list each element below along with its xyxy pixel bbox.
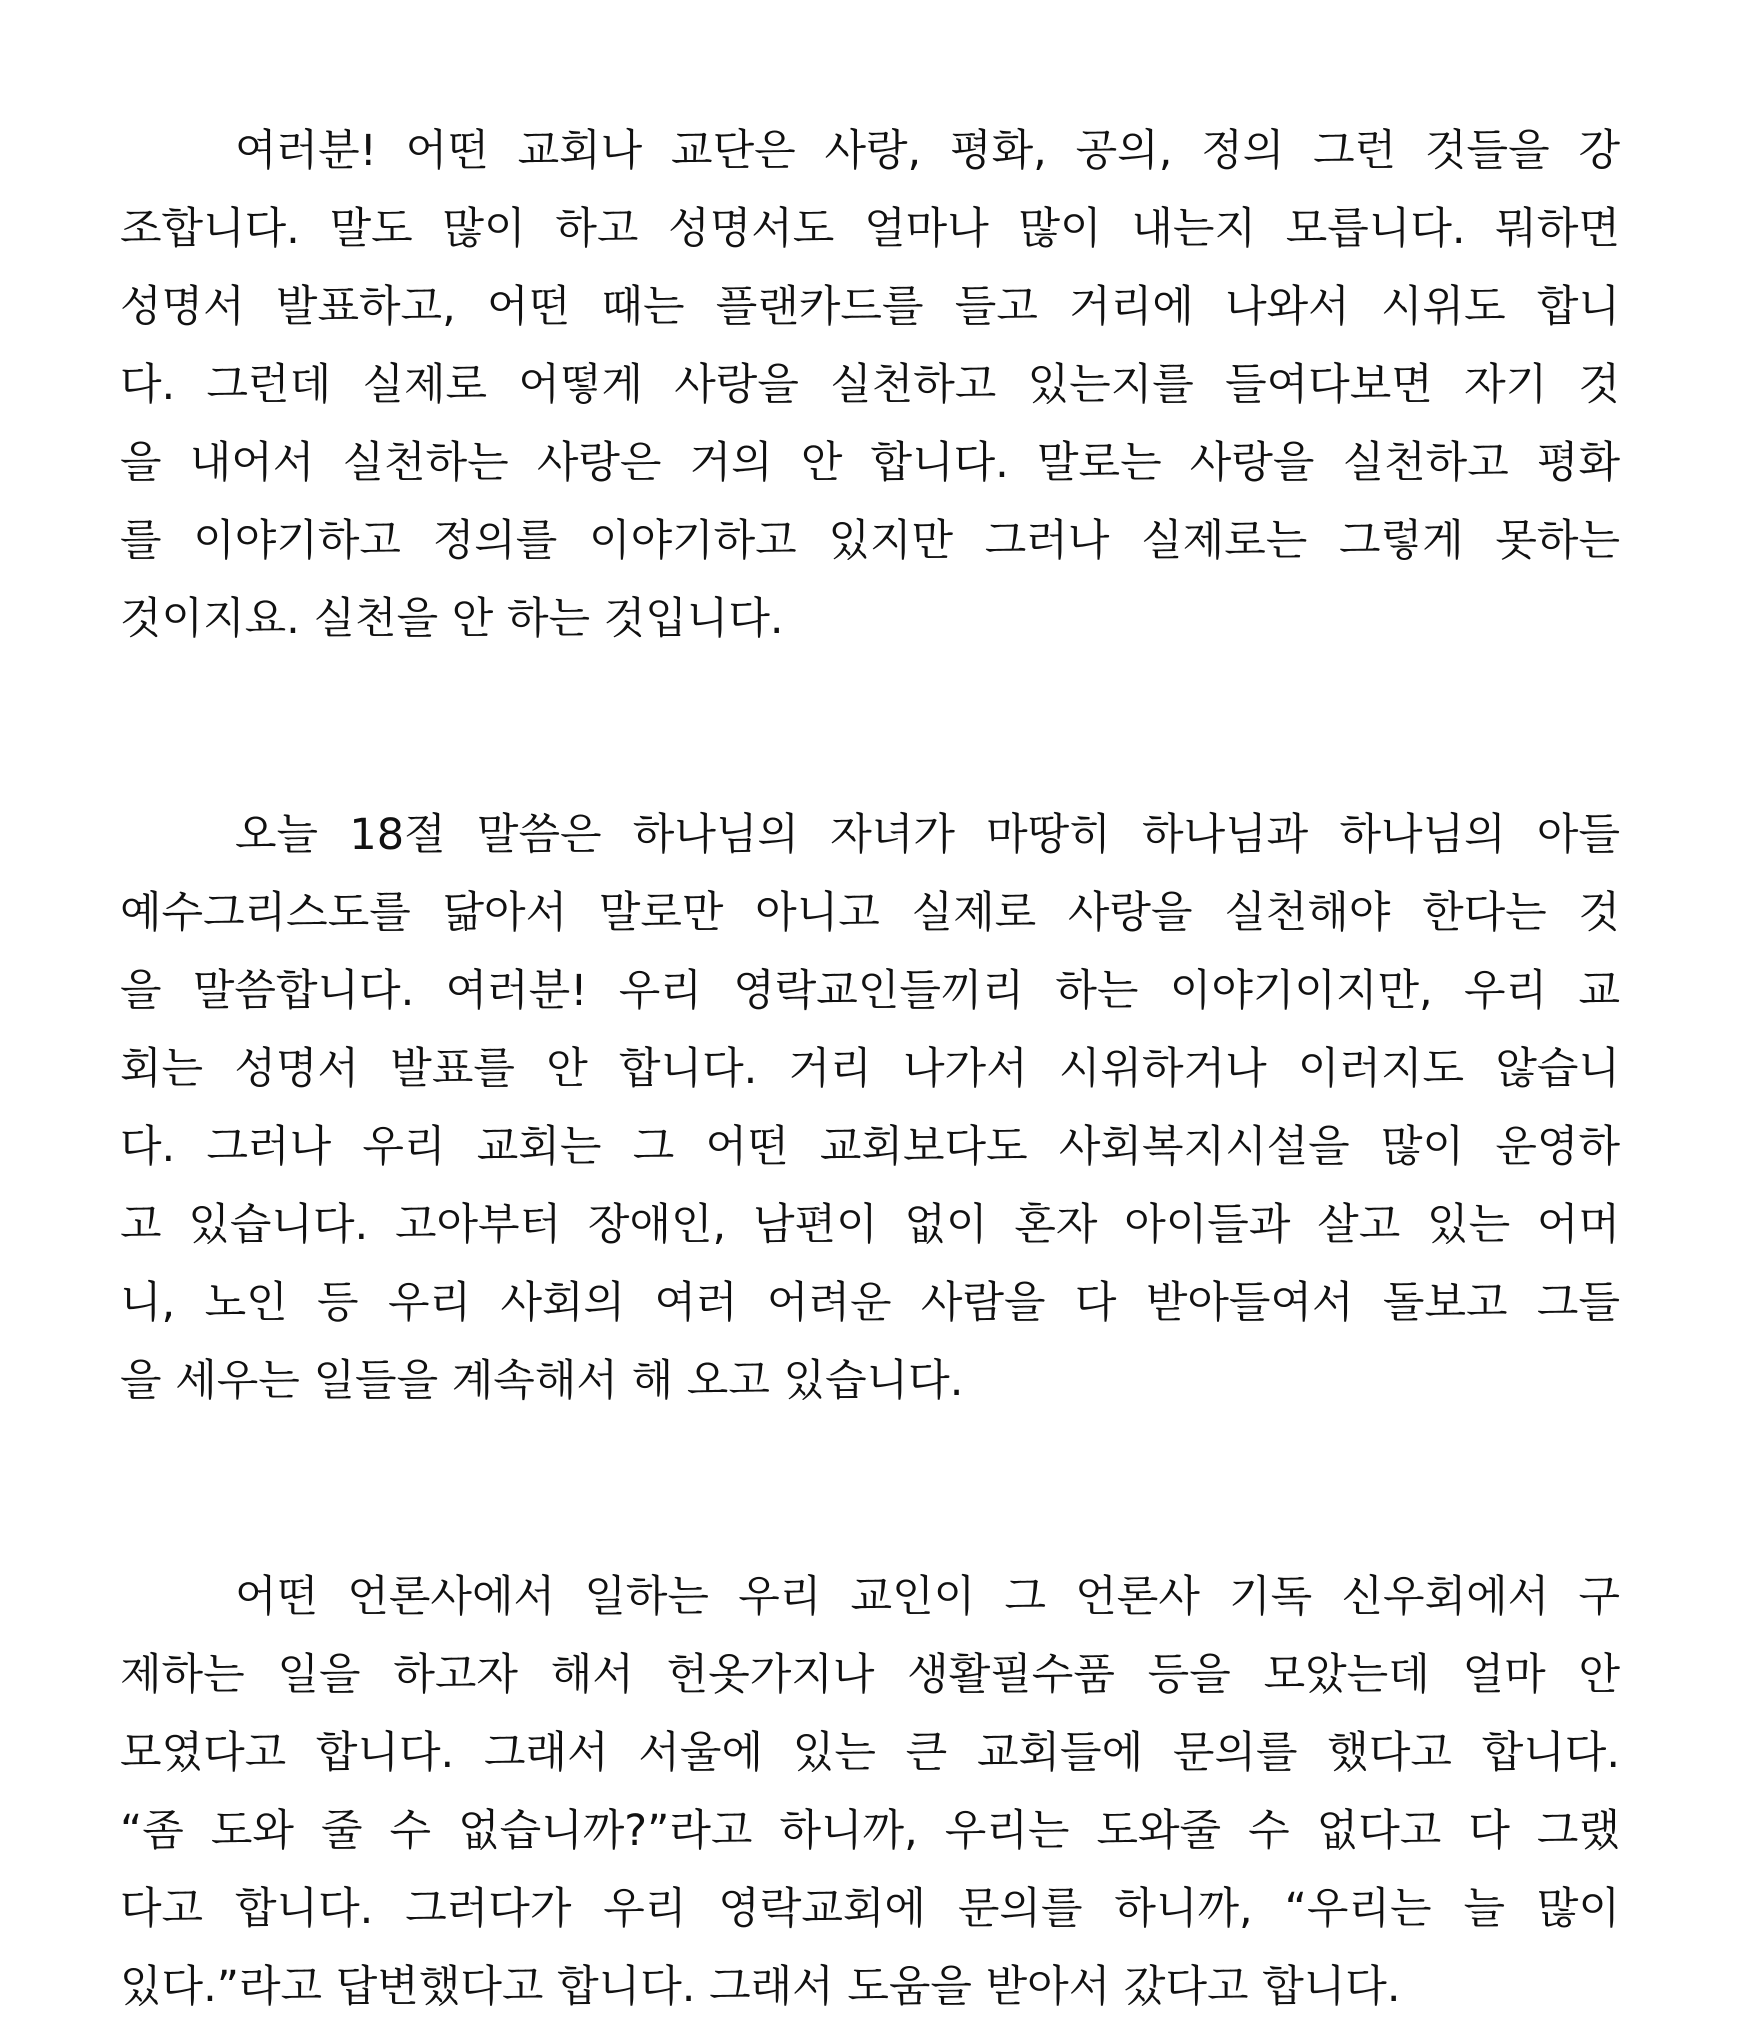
paragraph-1	[120, 112, 1620, 658]
document-page	[120, 112, 1620, 2026]
text-line: 것이지요. 실천을 안 하는 것입니다.	[120, 594, 784, 644]
paragraph-3	[120, 1558, 1620, 2026]
text-line: 조합니다. 말도 많이 하고 성명서도 얼마나 많이 내는지 모릅니다. 뭐하면	[120, 204, 1620, 254]
text-line: 을 말씀합니다. 여러분! 우리 영락교인들끼리 하는 이야기이지만, 우리 교	[120, 966, 1620, 1016]
text-line: 다. 그러나 우리 교회는 그 어떤 교회보다도 사회복지시설을 많이 운영하	[120, 1122, 1620, 1172]
text-line: 여러분! 어떤 교회나 교단은 사랑, 평화, 공의, 정의 그런 것들을 강	[235, 126, 1620, 176]
paragraph-gap	[120, 1420, 1620, 1558]
text-line: 를 이야기하고 정의를 이야기하고 있지만 그러나 실제로는 그렇게 못하는	[120, 516, 1620, 566]
text-line: 을 내어서 실천하는 사랑은 거의 안 합니다. 말로는 사랑을 실천하고 평화	[120, 438, 1620, 488]
text-line: 예수그리스도를 닮아서 말로만 아니고 실제로 사랑을 실천해야 한다는 것	[120, 888, 1620, 938]
text-line: 오늘 18절 말씀은 하나님의 자녀가 마땅히 하나님과 하나님의 아들	[235, 810, 1620, 860]
text-line: 다고 합니다. 그러다가 우리 영락교회에 문의를 하니까, “우리는 늘 많이	[120, 1884, 1620, 1934]
paragraph-2	[120, 796, 1620, 1420]
paragraph-gap	[120, 658, 1620, 796]
text-line: 어떤 언론사에서 일하는 우리 교인이 그 언론사 기독 신우회에서 구	[235, 1572, 1620, 1622]
text-line: 제하는 일을 하고자 해서 헌옷가지나 생활필수품 등을 모았는데 얼마 안	[120, 1650, 1620, 1700]
text-line: 고 있습니다. 고아부터 장애인, 남편이 없이 혼자 아이들과 살고 있는 어머	[120, 1200, 1620, 1250]
text-line: 있다.”라고 답변했다고 합니다. 그래서 도움을 받아서 갔다고 합니다.	[120, 1962, 1401, 2012]
text-line: 회는 성명서 발표를 안 합니다. 거리 나가서 시위하거나 이러지도 않습니	[120, 1044, 1620, 1094]
text-line: 니, 노인 등 우리 사회의 여러 어려운 사람을 다 받아들여서 돌보고 그들	[120, 1278, 1620, 1328]
text-line: 을 세우는 일들을 계속해서 해 오고 있습니다.	[120, 1356, 964, 1406]
text-line: “좀 도와 줄 수 없습니까?”라고 하니까, 우리는 도와줄 수 없다고 다 그랬	[120, 1806, 1620, 1856]
text-line: 성명서 발표하고, 어떤 때는 플랜카드를 들고 거리에 나와서 시위도 합니	[120, 282, 1620, 332]
text-line: 모였다고 합니다. 그래서 서울에 있는 큰 교회들에 문의를 했다고 합니다.	[120, 1728, 1620, 1778]
text-line: 다. 그런데 실제로 어떻게 사랑을 실천하고 있는지를 들여다보면 자기 것	[120, 360, 1620, 410]
